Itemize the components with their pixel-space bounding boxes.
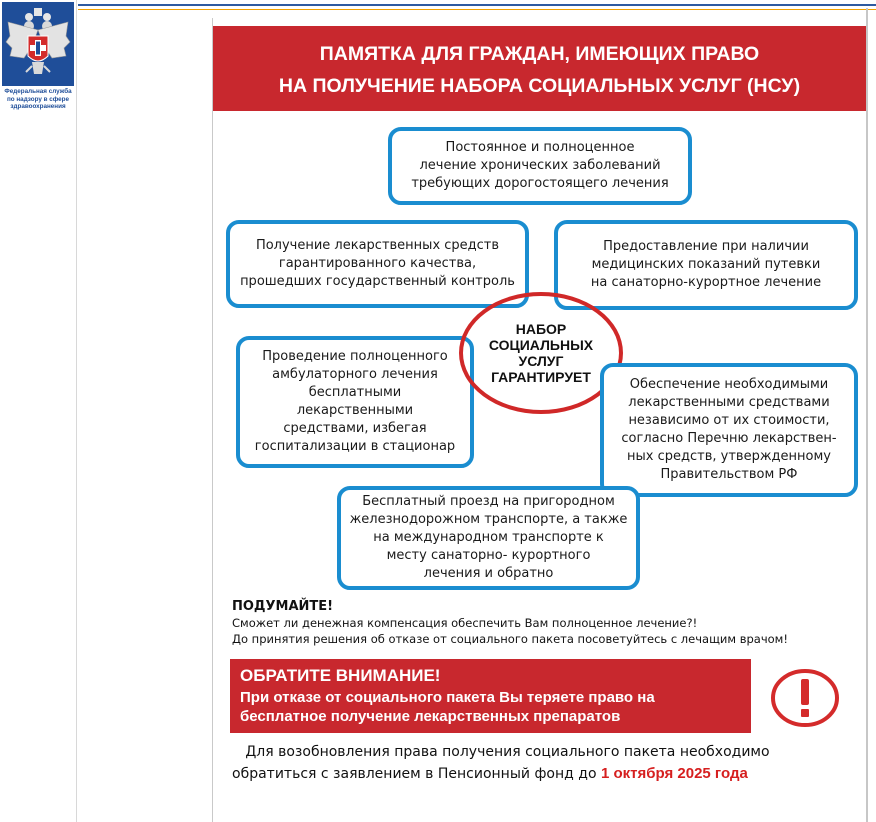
service-sanatorium-voucher (554, 220, 858, 310)
service-text-line: Постоянное и полноценное (445, 140, 635, 155)
page-header (213, 26, 866, 111)
attention-text-line: При отказе от социального пакета Вы теряете право на (240, 689, 655, 706)
agency-line: Федеральная служба (4, 88, 72, 95)
service-text-line: согласно Перечню лекарствен- (621, 431, 837, 446)
service-text-line: Проведение полноценного (262, 349, 448, 364)
service-text-line: Получение лекарственных средств (255, 238, 500, 253)
service-text-line: лечения и обратно (423, 566, 554, 581)
service-text-line: лекарственными (296, 403, 414, 418)
service-text-line: бесплатными (308, 385, 402, 400)
agency-name (0, 88, 76, 111)
left-panel (0, 0, 77, 822)
footer-line-text: обратиться с заявлением в Пенсионный фонд до (232, 766, 601, 782)
footer-note (232, 742, 852, 785)
center-text-line: УСЛУГ (518, 353, 564, 369)
service-text-line: средствами, избегая (283, 421, 427, 436)
agency-line: по надзору в сфере (6, 95, 69, 103)
header-line: ПАМЯТКА ДЛЯ ГРАЖДАН, ИМЕЮЩИХ ПРАВО (319, 43, 760, 65)
service-outpatient-treatment (236, 336, 474, 468)
service-text-line: госпитализации в стационар (254, 439, 456, 454)
header-line: НА ПОЛУЧЕНИЕ НАБОРА СОЦИАЛЬНЫХ УСЛУГ (НСУ) (278, 75, 801, 97)
service-text-line: независимо от их стоимости, (628, 413, 830, 428)
service-text-line: на международном транспорте к (373, 530, 604, 545)
service-text-line: гарантированного качества, (278, 256, 477, 271)
service-medicine-provision (600, 363, 858, 497)
center-circle (459, 292, 623, 414)
service-text-line: Обеспечение необходимыми (629, 377, 829, 392)
think-section (232, 599, 862, 647)
top-divider-orange (78, 9, 876, 10)
service-quality-medicines (226, 220, 529, 308)
service-text-line: лекарственными средствами (628, 395, 830, 410)
think-advice: До принятия решения об отказе от социального пакета посоветуйтесь с лечащим врачом! (232, 632, 788, 646)
eagle-emblem-icon (2, 2, 74, 86)
service-text-line: ных средств, утвержденному (627, 449, 831, 464)
center-text-line: НАБОР (515, 321, 567, 337)
footer-line (232, 742, 852, 763)
service-text-line: медицинских показаний путевки (591, 257, 821, 272)
agency-line: здравоохранения (10, 103, 66, 110)
footer-deadline: 1 октября 2025 года (600, 765, 748, 782)
attention-title: ОБРАТИТЕ ВНИМАНИЕ! (240, 666, 441, 685)
service-free-travel (337, 486, 640, 590)
service-text-line: на санаторно-курортное лечение (590, 275, 822, 290)
top-divider-blue (78, 4, 876, 6)
service-text-line: Правительством РФ (660, 467, 798, 482)
think-title: ПОДУМАЙТЕ! (232, 599, 334, 614)
service-text-line: прошедших государственный контроль (240, 274, 515, 289)
service-text-line: железнодорожном транспорте, а также (349, 512, 628, 527)
service-text-line: Предоставление при наличии (603, 239, 809, 254)
service-chronic-treatment (388, 127, 692, 205)
service-text-line: лечение хронических заболеваний (419, 158, 661, 173)
service-text-line: Бесплатный проезд на пригородном (362, 494, 615, 509)
exclamation-warning-icon (770, 668, 840, 728)
think-question: Сможет ли денежная компенсация обеспечить Вам полноценное лечение?! (232, 616, 698, 630)
attention-banner (230, 659, 751, 733)
footer-line-text: Для возобновления права получения социального пакета необходимо (245, 744, 770, 760)
attention-text-line: бесплатное получение лекарственных препаратов (240, 708, 621, 725)
service-text-line: требующих дорогостоящего лечения (411, 176, 669, 191)
center-text-line: СОЦИАЛЬНЫХ (488, 337, 594, 353)
service-text-line: амбулаторного лечения (272, 367, 438, 382)
agency-logo (2, 2, 74, 86)
footer-line (232, 763, 852, 785)
service-text-line: месту санаторно- курортного (386, 548, 591, 563)
center-text-line: ГАРАНТИРУЕТ (491, 369, 591, 385)
